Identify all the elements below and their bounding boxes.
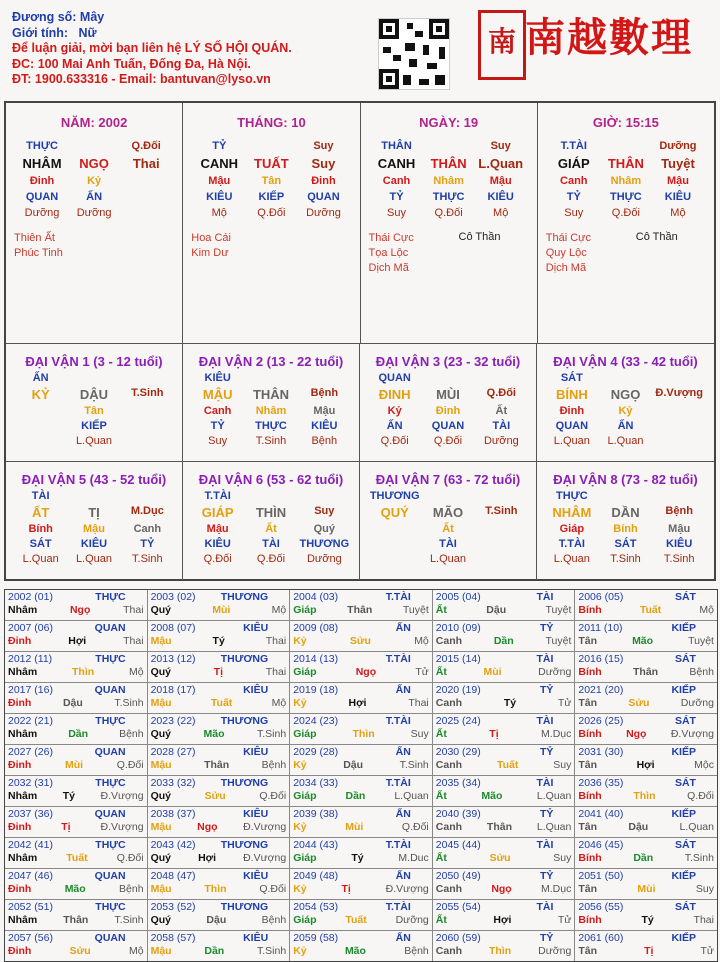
year-cell: 2012 (11) THỰC Nhâm Thìn Mộ	[5, 652, 148, 682]
year-cell: 2026 (25) SÁT Bính Ngọ Đ.Vượng	[578, 715, 714, 740]
dai-van-5: ĐẠI VẬN 5 (43 - 52 tuổi) TÀI ẤT TỊ M.Dục Bính Mậu Canh SÁT KIÊU TỶ L.Quan L.Quan T.Sinh	[6, 462, 183, 580]
dai-van-1: ĐẠI VẬN 1 (3 - 12 tuổi) ẤN KỶ DẬU T.Sinh Tân KIẾP L.Quan	[6, 344, 183, 462]
year-row	[5, 838, 717, 869]
year-cell: 2036 (35) SÁT Bính Thìn Q.Đối	[578, 777, 714, 802]
year-cell: 2021 (20) KIẾP Tân Sửu Dưỡng	[578, 684, 714, 709]
pillar-title: GIỜ: 15:15	[592, 115, 659, 130]
year-cell: 2003 (02) THƯƠNG Quý Mùi Mộ	[148, 590, 291, 620]
name-label: Đương số: Mây	[12, 10, 105, 24]
year-cell: 2053 (52) THƯƠNG Quý Dậu Bệnh	[148, 900, 291, 930]
dai-van-6: ĐẠI VẬN 6 (53 - 62 tuổi) T.TÀI GIÁP THÌN Suy Mậu Ất Quý KIÊU TÀI THƯƠNG Q.Đối Q.Đối Dưỡng	[183, 462, 360, 580]
year-cell: 2011 (10) KIẾP Tân Mão Tuyệt	[578, 622, 714, 647]
year-cell: 2056 (55) SÁT Bính Tý Thai	[578, 901, 714, 926]
year-cell: 2004 (03) T.TÀI Giáp Thân Tuyệt	[290, 590, 433, 620]
qr-code-icon	[378, 18, 450, 90]
year-row	[5, 714, 717, 745]
dai-van-title: ĐẠI VẬN 8 (73 - 82 tuổi)	[553, 472, 698, 487]
dai-van-title: ĐẠI VẬN 6 (53 - 62 tuổi)	[198, 472, 344, 487]
year-row	[5, 931, 717, 961]
year-cell: 2029 (28) ẤN Kỷ Dậu T.Sinh	[290, 745, 433, 775]
dai-van-title: ĐẠI VẬN 7 (63 - 72 tuổi)	[375, 472, 521, 487]
header-info	[12, 10, 372, 88]
year-cell: 2028 (27) KIÊU Mậu Thân Bệnh	[148, 745, 291, 775]
pillar-stars: Hoa Cái Kim Dư	[191, 232, 231, 259]
year-row	[5, 745, 717, 776]
year-cell: 2040 (39) TỶ Canh Thân L.Quan	[433, 807, 576, 837]
year-cell: 2022 (21) THỰC Nhâm Dần Bệnh	[5, 714, 148, 744]
year-cell: 2015 (14) TÀI Ất Mùi Dưỡng	[433, 652, 576, 682]
year-cell: 2030 (29) TỶ Canh Tuất Suy	[433, 745, 576, 775]
year-cell: 2035 (34) TÀI Ất Mão L.Quan	[433, 776, 576, 806]
dai-van-title: ĐẠI VẬN 3 (23 - 32 tuổi)	[375, 354, 521, 369]
year-cell: 2010 (09) TỶ Canh Dần Tuyệt	[433, 621, 576, 651]
pillar-stars-2: Cô Thần	[635, 231, 678, 243]
year-cell: 2038 (37) KIÊU Mậu Ngọ Đ.Vượng	[148, 807, 291, 837]
dai-van-title: ĐẠI VẬN 2 (13 - 22 tuổi)	[198, 354, 344, 369]
year-row	[5, 683, 717, 714]
pillar-2: NGÀY: 19 THÂN Suy CANH THÂN L.Quan Canh Nhâm Mậu TỶ THỰC KIÊU Suy Q.Đối Mộ Thái Cực Tọa Lộc Dịch Mã Cô Thần	[361, 103, 538, 343]
year-cell: 2048 (47) KIÊU Mậu Thìn Q.Đối	[148, 869, 291, 899]
pillar-title: NGÀY: 19	[419, 115, 479, 130]
year-row	[5, 590, 717, 621]
dai-van-section	[6, 343, 714, 580]
year-cell: 2027 (26) QUAN Đinh Mùi Q.Đối	[5, 745, 148, 775]
year-cell: 2034 (33) T.TÀI Giáp Dần L.Quan	[290, 776, 433, 806]
year-row	[5, 900, 717, 931]
year-cell: 2008 (07) KIÊU Mậu Tý Thai	[148, 621, 291, 651]
dai-van-4: ĐẠI VẬN 4 (33 - 42 tuổi) SÁT BÍNH NGỌ Đ.Vượng Đinh Kỷ QUAN ẤN L.Quan L.Quan	[537, 344, 714, 462]
pillar-stars-2: Cô Thần	[458, 231, 501, 243]
year-cell: 2054 (53) T.TÀI Giáp Tuất Dưỡng	[290, 900, 433, 930]
year-cell: 2014 (13) T.TÀI Giáp Ngọ Tử	[290, 652, 433, 682]
year-cell: 2041 (40) KIẾP Tân Dậu L.Quan	[578, 808, 714, 833]
year-row	[5, 869, 717, 900]
dai-van-8: ĐẠI VẬN 8 (73 - 82 tuổi) THỰC NHÂM DẦN Bệnh Giáp Bính Mậu T.TÀI SÁT KIÊU L.Quan T.Sinh T.Sinh	[537, 462, 714, 580]
year-cell: 2005 (04) TÀI Ất Dậu Tuyệt	[433, 590, 576, 620]
year-cell: 2018 (17) KIÊU Mậu Tuất Mộ	[148, 683, 291, 713]
year-cell: 2006 (05) SÁT Bính Tuất Mộ	[578, 591, 714, 616]
year-cell: 2055 (54) TÀI Ất Hợi Tử	[433, 900, 576, 930]
year-cell: 2050 (49) TỶ Canh Ngọ M.Dục	[433, 869, 576, 899]
year-row	[5, 652, 717, 683]
seal-logo: 南	[478, 10, 526, 80]
contact-line-2: ĐC: 100 Mai Anh Tuấn, Đống Đa, Hà Nội.	[12, 56, 251, 71]
year-row	[5, 807, 717, 838]
chart-board	[4, 101, 716, 581]
year-cell: 2037 (36) QUAN Đinh Tị Đ.Vượng	[5, 807, 148, 837]
year-cell: 2047 (46) QUAN Đinh Mão Bệnh	[5, 869, 148, 899]
year-cell: 2024 (23) T.TÀI Giáp Thìn Suy	[290, 714, 433, 744]
gender-line: Giới tính: Nữ	[12, 25, 97, 40]
year-cell: 2046 (45) SÁT Bính Dần T.Sinh	[578, 839, 714, 864]
year-cell: 2044 (43) T.TÀI Giáp Tý M.Duc	[290, 838, 433, 868]
dai-van-7: ĐẠI VẬN 7 (63 - 72 tuổi) THƯƠNG QUÝ MÃO T.Sinh Ất TÀI L.Quan	[360, 462, 537, 580]
dai-van-title: ĐẠI VẬN 5 (43 - 52 tuổi)	[21, 472, 167, 487]
brand-logo: 南越數理	[525, 14, 693, 61]
year-cell: 2007 (06) QUAN Đinh Hợi Thai	[5, 621, 148, 651]
year-cell: 2060 (59) TỶ Canh Thìn Dưỡng	[433, 931, 576, 961]
pillar-stars: Thái Cực Tọa Lộc Dịch Mã	[368, 232, 414, 274]
pillar-0: NĂM: 2002 THỰC Q.Đối NHÂM NGỌ Thai Đinh Kỷ QUAN ẤN Dưỡng Dưỡng Thiên Ất Phúc Tinh	[6, 103, 183, 343]
year-cell: 2052 (51) THỰC Nhâm Thân T.Sinh	[5, 900, 148, 930]
dai-van-2: ĐẠI VẬN 2 (13 - 22 tuổi) KIÊU MẬU THÂN Bệnh Canh Nhâm Mậu TỶ THỰC KIÊU Suy T.Sinh Bệnh	[183, 344, 360, 462]
year-cell: 2031 (30) KIẾP Tân Hợi Mộc	[578, 746, 714, 771]
year-cell: 2051 (50) KIẾP Tân Mùi Suy	[578, 870, 714, 895]
year-cell: 2049 (48) ẤN Kỷ Tị Đ.Vượng	[290, 869, 433, 899]
dai-van-title: ĐẠI VẬN 4 (33 - 42 tuổi)	[553, 354, 698, 369]
contact-line-1: Để luận giải, mời bạn liên hệ LÝ SỐ HỘI QUÁN.	[12, 41, 292, 55]
contact-line-3: ĐT: 1900.633316 - Email: bantuvan@lyso.vn	[12, 72, 271, 86]
dai-van-3: ĐẠI VẬN 3 (23 - 32 tuổi) QUAN ĐINH MÙI Q.Đối Kỷ Đinh Ất ẤN QUAN TÀI Q.Đối Q.Đối Dưỡng	[360, 344, 537, 462]
pillar-stars: Thái Cực Quy Lộc Dịch Mã	[545, 232, 592, 274]
pillar-stars: Thiên Ất Phúc Tinh	[14, 232, 63, 259]
year-table	[4, 589, 718, 962]
year-cell: 2020 (19) TỶ Canh Tý Tử	[433, 683, 576, 713]
year-cell: 2043 (42) THƯƠNG Quý Hợi Đ.Vượng	[148, 838, 291, 868]
four-pillars	[6, 103, 714, 343]
year-cell: 2016 (15) SÁT Bính Thân Bệnh	[578, 653, 714, 678]
year-cell: 2061 (60) KIẾP Tân Tị Tử	[578, 932, 714, 957]
pillar-title: NĂM: 2002	[60, 115, 128, 130]
year-cell: 2025 (24) TÀI Ất Tị M.Dục	[433, 714, 576, 744]
year-row	[5, 776, 717, 807]
year-cell: 2042 (41) THỰC Nhâm Tuất Q.Đối	[5, 838, 148, 868]
year-cell: 2032 (31) THỰC Nhâm Tý Đ.Vượng	[5, 776, 148, 806]
year-cell: 2017 (16) QUAN Đinh Dậu T.Sinh	[5, 683, 148, 713]
year-cell: 2013 (12) THƯƠNG Quý Tị Thai	[148, 652, 291, 682]
year-cell: 2059 (58) ẤN Kỷ Mão Bệnh	[290, 931, 433, 961]
pillar-1: THÁNG: 10 TỶ Suy CANH TUẤT Suy Mậu Tân Đinh KIÊU KIẾP QUAN Mộ Q.Đối Dưỡng Hoa Cái Kim Dư	[183, 103, 360, 343]
year-row	[5, 621, 717, 652]
year-cell: 2019 (18) ẤN Kỷ Hợi Thai	[290, 683, 433, 713]
year-cell: 2002 (01) THỰC Nhâm Ngọ Thai	[5, 590, 148, 620]
year-cell: 2023 (22) THƯƠNG Quý Mão T.Sinh	[148, 714, 291, 744]
year-cell: 2009 (08) ẤN Kỷ Sửu Mộ	[290, 621, 433, 651]
pillar-3: GIỜ: 15:15 T.TÀI Dưỡng GIÁP THÂN Tuyệt Canh Nhâm Mậu TỶ THỰC KIÊU Suy Q.Đối Mộ Thái Cực Quy Lộc Dịch Mã Cô Thần	[538, 103, 714, 343]
pillar-title: THÁNG: 10	[237, 115, 306, 130]
year-cell: 2039 (38) ẤN Kỷ Mùi Q.Đối	[290, 807, 433, 837]
year-cell: 2045 (44) TÀI Ất Sửu Suy	[433, 838, 576, 868]
year-cell: 2058 (57) KIÊU Mậu Dần T.Sinh	[148, 931, 291, 961]
year-cell: 2057 (56) QUAN Đinh Sửu Mộ	[5, 931, 148, 961]
dai-van-title: ĐẠI VẬN 1 (3 - 12 tuổi)	[25, 354, 163, 369]
year-cell: 2033 (32) THƯƠNG Quý Sửu Q.Đối	[148, 776, 291, 806]
